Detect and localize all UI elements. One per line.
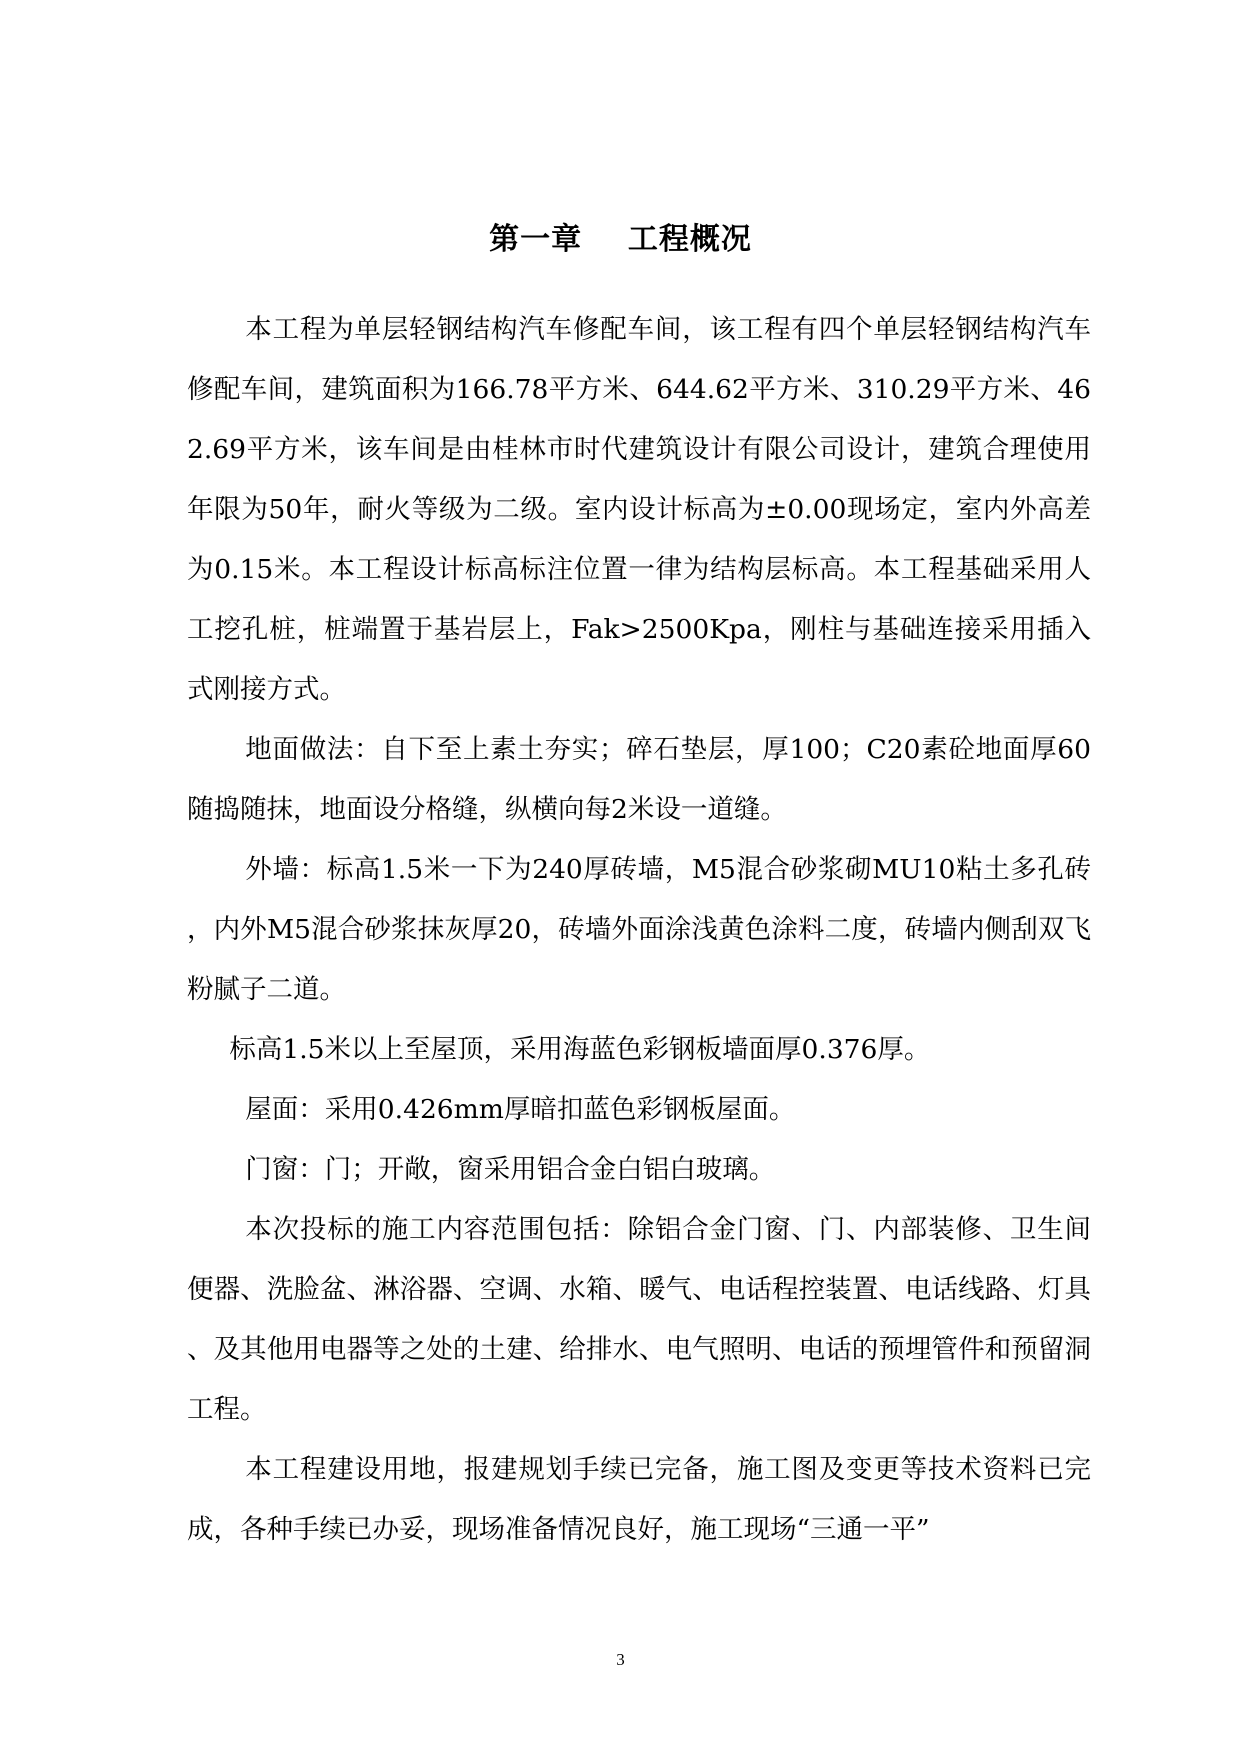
page-number: 3 (616, 1650, 625, 1669)
paragraph-doors-windows: 门窗：门；开敞，窗采用铝合金白铝白玻璃。 (245, 1154, 776, 1185)
paragraph-site-preparation: 本工程建设用地，报建规划手续已完备，施工图及变更等技术资料已完成，各种手续已办妥，现场准备情况良好，施工现场“三通一平” (187, 1454, 1091, 1545)
paragraph-exterior-wall: 外墙：标高1.5米一下为240厚砖墙，M5混合砂浆砌MU10粘土多孔砖，内外M5混合砂浆抹灰厚20，砖墙外面涂浅黄色涂料二度，砖墙内侧刮双飞粉腻子二道。 (187, 854, 1091, 1005)
chapter-title: 第一章 工程概况 (489, 222, 752, 258)
paragraph-scope: 本次投标的施工内容范围包括：除铝合金门窗、门、内部装修、卫生间便器、洗脸盆、淋浴器、空调、水箱、暖气、电话程控装置、电话线路、灯具、及其他用电器等之处的土建、给排水、电气照明、电话的预埋管件和预留洞工程。 (187, 1214, 1091, 1425)
paragraph-floor: 地面做法：自下至上素土夯实；碎石垫层，厚100；C20素砼地面厚60随捣随抹，地面设分格缝，纵横向每2米设一道缝。 (187, 734, 1091, 825)
paragraph-roof: 屋面：采用0.426mm厚暗扣蓝色彩钢板屋面。 (245, 1094, 796, 1125)
paragraph-overview: 本工程为单层轻钢结构汽车修配车间，该工程有四个单层轻钢结构汽车修配车间，建筑面积为166.78平方米、644.62平方米、310.29平方米、462.69平方米，该车间是由桂林市时代建筑设计有限公司设计，建筑合理使用年限为50年，耐火等级为二级。室内设计标高为±0.00现场定，室内外高差为0.15米。本工程设计标高标注位置一律为结构层标高。本工程基础采用人工挖孔桩，桩端置于基岩层上，Fak>2500Kpa，刚柱与基础连接采用插入式刚接方式。 (187, 314, 1091, 705)
paragraph-upper-wall: 标高1.5米以上至屋顶，采用海蓝色彩钢板墙面厚0.376厚。 (229, 1034, 931, 1065)
body-text (187, 300, 1091, 1560)
